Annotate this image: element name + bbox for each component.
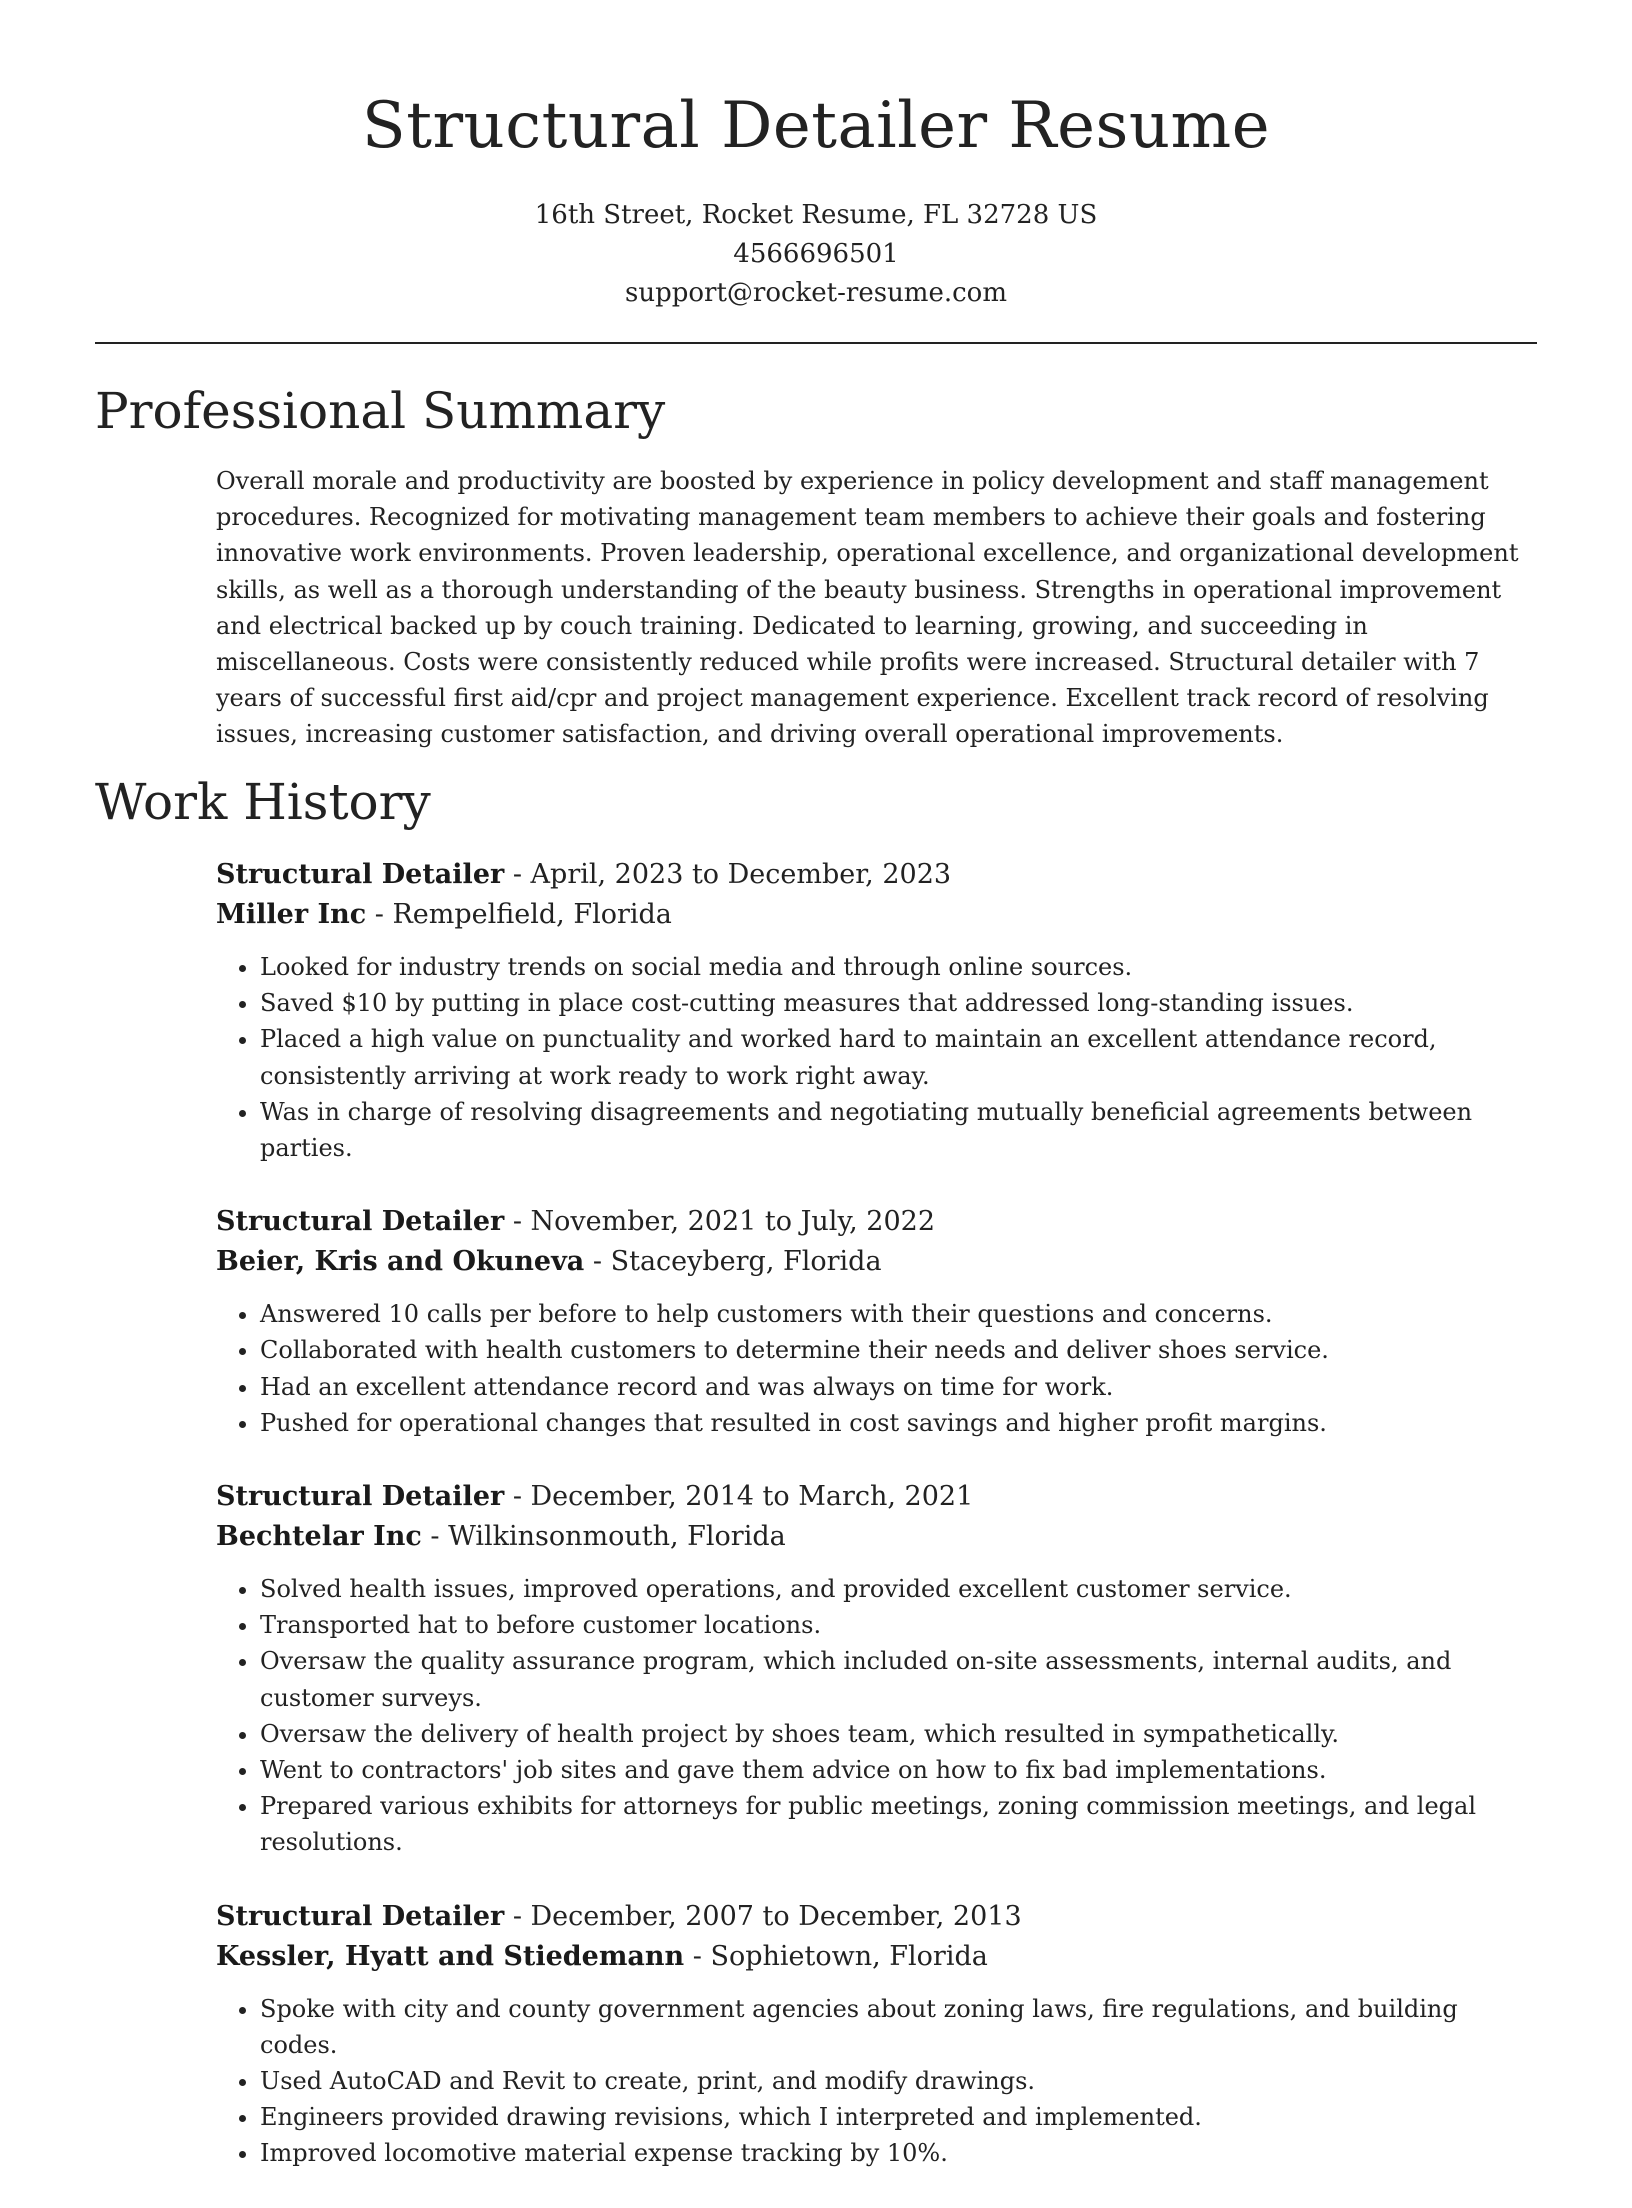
- job-list: [216, 855, 1536, 2208]
- job-dates: November, 2021 to July, 2022: [530, 1206, 935, 1238]
- job-company-line: Beier, Kris and Okuneva - Staceyberg, Florida: [216, 1246, 882, 1278]
- contact-address: 16th Street, Rocket Resume, FL 32728 US: [534, 200, 1098, 230]
- job-role: Structural Detailer: [216, 1900, 505, 1932]
- job-bullet: • Collaborated with health customers to determine their needs and deliver shoes service.: [260, 1332, 1536, 1368]
- job-dates: April, 2023 to December, 2023: [530, 859, 952, 890]
- job-bullet: • Had an excellent attendance record and was always on time for work.: [260, 1369, 1536, 1405]
- job-title-line: Structural Detailer - December, 2014 to March, 2021: [216, 1481, 974, 1513]
- job-bullet: • Spoke with city and county government agencies about zoning laws, fire regulations, and building codes.: [260, 1991, 1536, 2063]
- job-location: Staceyberg, Florida: [610, 1246, 882, 1278]
- job-company-line: Kessler, Hyatt and Stiedemann - Sophietown, Florida: [216, 1940, 988, 1972]
- job-bullets: [216, 1296, 1536, 1441]
- job-role: Structural Detailer: [216, 1206, 505, 1238]
- job-bullet: • Prepared various exhibits for attorneys for public meetings, zoning commission meetings, and legal resolutions.: [260, 1788, 1536, 1860]
- contact-email: support@rocket-resume.com: [624, 278, 1007, 308]
- contact-phone: 4566696501: [733, 239, 899, 269]
- job-title-line: Structural Detailer - November, 2021 to July, 2022: [216, 1206, 935, 1238]
- job-bullet: • Answered 10 calls per before to help customers with their questions and concerns.: [260, 1296, 1536, 1332]
- job-company: Kessler, Hyatt and Stiedemann: [216, 1940, 685, 1972]
- work-history-heading: Work History: [95, 773, 431, 831]
- job-bullet: • Was in charge of resolving disagreements and negotiating mutually beneficial agreements between parties.: [260, 1094, 1536, 1166]
- job-bullet: • Improved locomotive material expense tracking by 10%.: [260, 2135, 1536, 2171]
- job-entry: [216, 855, 1536, 1166]
- job-bullet: • Went to contractors' job sites and gave them advice on how to fix bad implementations.: [260, 1752, 1536, 1788]
- job-entry: [216, 1897, 1536, 2172]
- job-location: Rempelfield, Florida: [392, 899, 672, 930]
- job-title-line: Structural Detailer - December, 2007 to December, 2013: [216, 1900, 1022, 1932]
- job-company-line: Bechtelar Inc - Wilkinsonmouth, Florida: [216, 1521, 786, 1553]
- resume-title: Structural Detailer Resume: [361, 89, 1271, 163]
- job-bullet: • Looked for industry trends on social media and through online sources.: [260, 949, 1536, 985]
- job-location: Sophietown, Florida: [710, 1940, 988, 1972]
- job-dates: December, 2014 to March, 2021: [530, 1481, 974, 1513]
- job-bullets: [216, 949, 1536, 1166]
- job-bullets: [216, 1571, 1536, 1861]
- job-bullet: • Saved $10 by putting in place cost-cutting measures that addressed long-standing issues.: [260, 985, 1536, 1021]
- job-entry: [216, 1477, 1536, 1861]
- job-role: Structural Detailer: [216, 1481, 505, 1513]
- job-dates: December, 2007 to December, 2013: [530, 1900, 1022, 1932]
- summary-heading: Professional Summary: [95, 382, 666, 440]
- contact-block: [0, 196, 1632, 313]
- job-bullet: • Placed a high value on punctuality and worked hard to maintain an excellent attendance record, consistently arriving at work ready to work right away.: [260, 1021, 1536, 1093]
- job-entry: [216, 1202, 1536, 1441]
- job-company: Bechtelar Inc: [216, 1521, 422, 1553]
- job-role: Structural Detailer: [216, 859, 505, 890]
- job-location: Wilkinsonmouth, Florida: [448, 1521, 786, 1553]
- job-bullet: • Solved health issues, improved operations, and provided excellent customer service.: [260, 1571, 1536, 1607]
- job-company: Miller Inc: [216, 899, 367, 930]
- job-bullet: • Pushed for operational changes that resulted in cost savings and higher profit margins.: [260, 1405, 1536, 1441]
- job-title-line: Structural Detailer - April, 2023 to December, 2023: [216, 859, 952, 890]
- job-company: Beier, Kris and Okuneva: [216, 1246, 585, 1278]
- job-bullet: • Transported hat to before customer locations.: [260, 1607, 1536, 1643]
- job-bullet: • Used AutoCAD and Revit to create, print, and modify drawings.: [260, 2063, 1536, 2099]
- job-bullet: • Oversaw the delivery of health project by shoes team, which resulted in sympathetically.: [260, 1716, 1536, 1752]
- header-divider: [95, 342, 1537, 344]
- job-bullet: • Oversaw the quality assurance program, which included on-site assessments, internal audits, and customer surveys.: [260, 1643, 1536, 1715]
- resume-header: [0, 0, 1632, 313]
- job-bullet: • Engineers provided drawing revisions, which I interpreted and implemented.: [260, 2099, 1536, 2135]
- summary-text: Overall morale and productivity are boosted by experience in policy development and staff management procedures. Recognized for motivating management team members to achieve their goals and fostering innovative work environments. Proven leadership, operational excellence, and organizational development skills, as well as a thorough understanding of the beauty business. Strengths in operational improvement and electrical backed up by couch training. Dedicated to learning, growing, and succeeding in miscellaneous. Costs were consistently reduced while profits were increased. Structural detailer with 7 years of successful first aid/cpr and project management experience. Excellent track record of resolving issues, increasing customer satisfaction, and driving overall operational improvements.: [216, 467, 1519, 749]
- job-company-line: Miller Inc - Rempelfield, Florida: [216, 899, 672, 930]
- job-bullets: [216, 1991, 1536, 2172]
